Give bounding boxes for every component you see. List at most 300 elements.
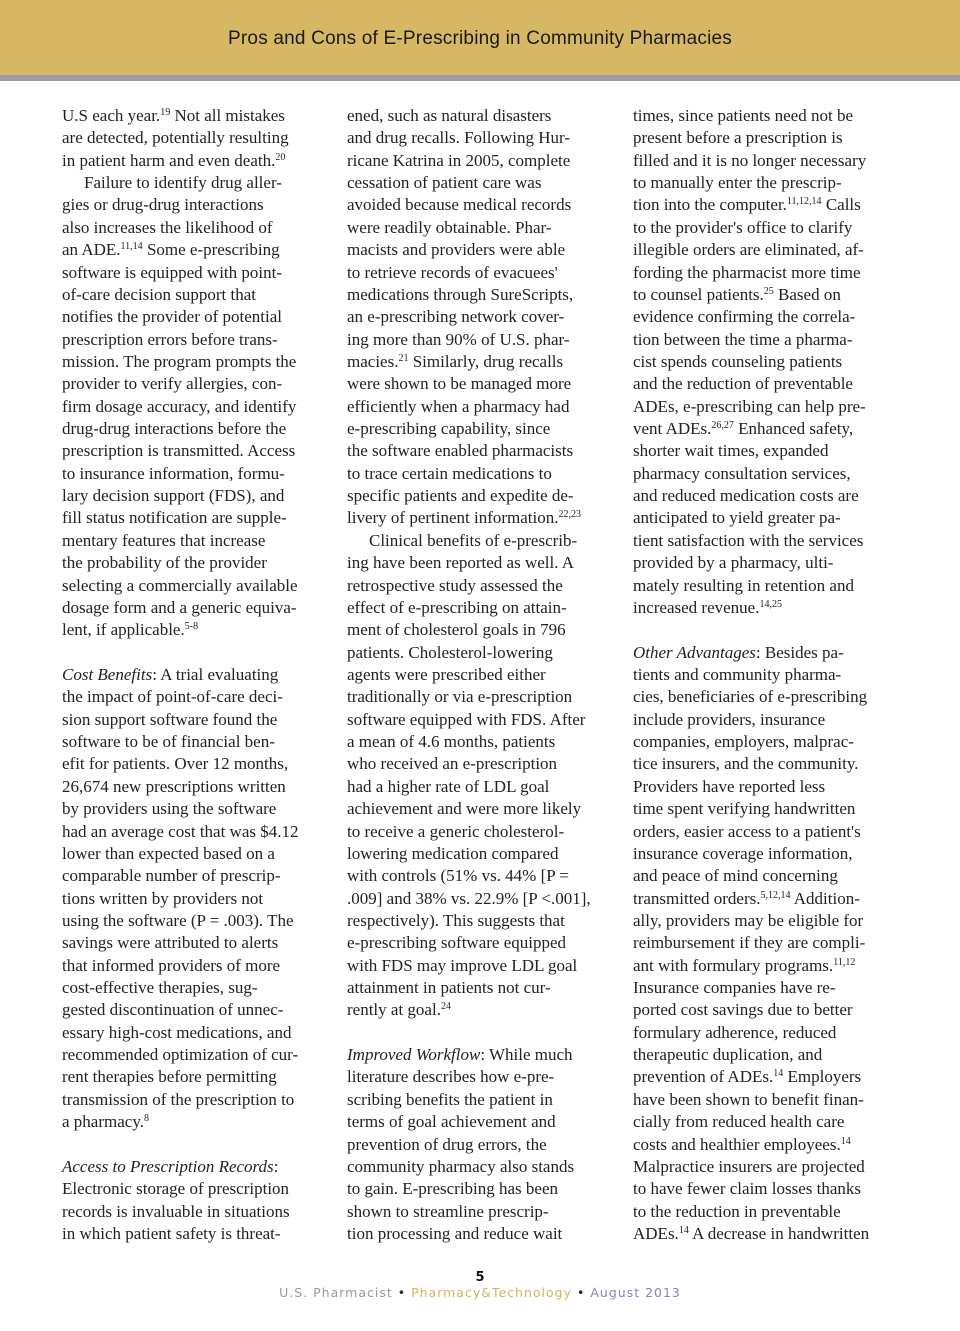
text-line xyxy=(62,798,332,820)
text-run: the impact of point-of-care deci- xyxy=(62,687,283,707)
header-divider xyxy=(0,75,960,81)
text-line xyxy=(62,217,332,239)
text-run: ing have been reported as well. A xyxy=(347,553,575,573)
text-run: agents were prescribed either xyxy=(347,664,546,684)
text-line xyxy=(62,1044,332,1066)
text-line xyxy=(347,105,617,127)
reference-superscript: 14,25 xyxy=(759,598,782,610)
text-run: and the reduction of preventable xyxy=(633,374,853,394)
text-run: had a higher rate of LDL goal xyxy=(347,776,550,796)
text-line xyxy=(62,753,332,775)
text-line xyxy=(62,418,332,440)
text-run: cost-effective therapies, sug- xyxy=(62,978,258,998)
text-line xyxy=(347,373,617,395)
text-line xyxy=(633,418,903,440)
text-run: tient satisfaction with the services xyxy=(633,530,864,550)
reference-superscript: 14 xyxy=(678,1224,689,1236)
text-line xyxy=(633,686,903,708)
text-run: medications through SureScripts, xyxy=(347,284,574,304)
text-run: tion between the time a pharma- xyxy=(633,329,853,349)
text-line xyxy=(347,150,617,172)
reference-superscript: 11,12,14 xyxy=(786,196,822,208)
text-run: Addition- xyxy=(790,888,860,908)
text-line xyxy=(633,463,903,485)
text-run: ened, such as natural disasters xyxy=(347,106,552,125)
text-run: efficiently when a pharmacy had xyxy=(347,396,570,416)
text-line xyxy=(633,306,903,328)
reference-superscript: 11,14 xyxy=(120,241,143,253)
text-line xyxy=(347,776,617,798)
text-run: shorter wait times, expanded xyxy=(633,441,829,461)
text-line xyxy=(62,686,332,708)
text-line xyxy=(347,463,617,485)
text-line xyxy=(633,910,903,932)
text-run: companies, employers, malprac- xyxy=(633,732,854,752)
text-line xyxy=(633,217,903,239)
reference-superscript: 5,12,14 xyxy=(760,889,791,901)
text-line xyxy=(347,932,617,954)
text-run: fording the pharmacist more time xyxy=(633,262,861,282)
text-line xyxy=(633,239,903,261)
text-run: e-prescribing software equipped xyxy=(347,933,567,953)
text-run: cies, beneficiaries of e-prescribing xyxy=(633,687,868,707)
text-run: avoided because medical records xyxy=(347,195,572,215)
text-run: prevention of ADEs. xyxy=(633,1067,774,1087)
text-run: tions written by providers not xyxy=(62,888,264,908)
text-line xyxy=(633,843,903,865)
text-line xyxy=(62,843,332,865)
text-run: to counsel patients. xyxy=(633,284,764,304)
text-run: mentary features that increase xyxy=(62,530,266,550)
text-run: software to be of financial ben- xyxy=(62,732,275,752)
text-run: have been shown to benefit finan- xyxy=(633,1089,864,1109)
text-run: and peace of mind concerning xyxy=(633,866,838,886)
text-line xyxy=(633,619,903,641)
text-run: livery of pertinent information. xyxy=(347,508,559,528)
text-line xyxy=(633,440,903,462)
text-run: to retrieve records of evacuees' xyxy=(347,262,558,282)
text-run: efit for patients. Over 12 months, xyxy=(62,754,289,774)
text-line xyxy=(633,1134,903,1156)
text-run: anticipated to yield greater pa- xyxy=(633,508,841,528)
text-line xyxy=(633,642,903,664)
text-run: records is invaluable in situations xyxy=(62,1201,290,1221)
text-run: lowering medication compared xyxy=(347,843,559,863)
text-line xyxy=(62,530,332,552)
text-line xyxy=(633,1178,903,1200)
text-run: cist spends counseling patients xyxy=(633,351,843,371)
text-line xyxy=(347,731,617,753)
text-line xyxy=(633,1044,903,1066)
text-run: comparable number of prescrip- xyxy=(62,866,281,886)
text-run: essary high-cost medications, and xyxy=(62,1022,292,1042)
text-column-1 xyxy=(62,105,332,1245)
reference-superscript: 11,12 xyxy=(833,956,856,968)
text-run: in which patient safety is threat- xyxy=(62,1223,281,1243)
text-line xyxy=(633,753,903,775)
text-run: in patient harm and even death. xyxy=(62,150,276,170)
text-line xyxy=(633,1111,903,1133)
text-run: savings were attributed to alerts xyxy=(62,933,279,953)
text-line xyxy=(62,1134,332,1156)
section-heading: Access to Prescription Records xyxy=(62,1156,274,1176)
page-title: Pros and Cons of E-Prescribing in Community Pharmacies xyxy=(228,28,732,49)
footer-separator: • xyxy=(577,1285,586,1300)
text-run: e-prescribing capability, since xyxy=(347,419,551,439)
text-run: cially from reduced health care xyxy=(633,1112,845,1132)
text-run: Insurance companies have re- xyxy=(633,978,836,998)
text-run: : While much xyxy=(480,1045,573,1065)
text-line xyxy=(347,1156,617,1178)
text-run: ADEs, e-prescribing can help pre- xyxy=(633,396,866,416)
text-run: recommended optimization of cur- xyxy=(62,1045,299,1065)
text-run: formulary adherence, reduced xyxy=(633,1022,837,1042)
text-run: tice insurers, and the community. xyxy=(633,754,859,774)
text-run: by providers using the software xyxy=(62,799,277,819)
text-line xyxy=(347,329,617,351)
text-line xyxy=(633,530,903,552)
text-run: with controls (51% vs. 44% [P = xyxy=(347,866,569,886)
text-line xyxy=(633,575,903,597)
text-line xyxy=(347,642,617,664)
text-line xyxy=(62,1089,332,1111)
text-run: the probability of the provider xyxy=(62,553,267,573)
text-line xyxy=(347,1044,617,1066)
text-run: tion into the computer. xyxy=(633,195,787,215)
text-run: lower than expected based on a xyxy=(62,843,275,863)
text-run: and reduced medication costs are xyxy=(633,486,859,506)
text-line xyxy=(633,776,903,798)
text-run: ally, providers may be eligible for xyxy=(633,910,864,930)
text-line xyxy=(62,150,332,172)
text-run: notifies the provider of potential xyxy=(62,307,282,327)
reference-superscript: 26,27 xyxy=(711,420,734,432)
text-run: to trace certain medications to xyxy=(347,463,552,483)
text-run: Malpractice insurers are projected xyxy=(633,1156,865,1176)
text-column-3 xyxy=(633,105,903,1245)
text-line xyxy=(62,731,332,753)
text-run: fill status notification are supple- xyxy=(62,508,287,528)
text-line xyxy=(62,127,332,149)
text-run: lent, if applicable. xyxy=(62,620,185,640)
text-run: were shown to be managed more xyxy=(347,374,572,394)
text-line xyxy=(62,955,332,977)
text-run: 26,674 new prescriptions written xyxy=(62,776,286,796)
text-run: Calls xyxy=(821,195,861,215)
text-run: times, since patients need not be xyxy=(633,106,853,125)
text-line xyxy=(62,105,332,127)
reference-superscript: 5-8 xyxy=(184,621,199,633)
text-line xyxy=(633,709,903,731)
text-run: provided by a pharmacy, ulti- xyxy=(633,553,834,573)
text-line xyxy=(347,619,617,641)
text-run: retrospective study assessed the xyxy=(347,575,563,595)
text-run: tion processing and reduce wait xyxy=(347,1223,563,1243)
text-run: gested discontinuation of unnec- xyxy=(62,1000,284,1020)
text-run: A decrease in handwritten xyxy=(688,1223,870,1243)
text-run: ing more than 90% of U.S. phar- xyxy=(347,329,570,349)
text-line xyxy=(62,329,332,351)
text-run: specific patients and expedite de- xyxy=(347,486,574,506)
text-run: respectively). This suggests that xyxy=(347,910,565,930)
text-line xyxy=(633,172,903,194)
text-line xyxy=(633,1156,903,1178)
text-run: transmitted orders. xyxy=(633,888,761,908)
text-line xyxy=(347,440,617,462)
text-line xyxy=(347,507,617,529)
text-line xyxy=(347,351,617,373)
text-line xyxy=(62,373,332,395)
text-run: U.S each year. xyxy=(62,106,161,125)
text-run: time spent verifying handwritten xyxy=(633,799,856,819)
text-line xyxy=(633,932,903,954)
text-run: .009] and 38% vs. 22.9% [P <.001], xyxy=(347,888,591,908)
text-line xyxy=(347,530,617,552)
reference-superscript: 24 xyxy=(440,1001,451,1013)
section-heading: Cost Benefits xyxy=(62,664,153,684)
text-run: an e-prescribing network cover- xyxy=(347,307,565,327)
text-line xyxy=(347,284,617,306)
text-line xyxy=(633,1022,903,1044)
text-run: orders, easier access to a patient's xyxy=(633,821,861,841)
footer-section: Pharmacy&Technology xyxy=(411,1285,573,1300)
text-line xyxy=(633,664,903,686)
text-run: dosage form and a generic equiva- xyxy=(62,597,297,617)
text-run: Enhanced safety, xyxy=(733,419,854,439)
text-line xyxy=(62,597,332,619)
text-run: : A trial evaluating xyxy=(152,664,279,684)
reference-superscript: 21 xyxy=(398,352,409,364)
text-run: a mean of 4.6 months, patients xyxy=(347,732,556,752)
text-line xyxy=(347,1066,617,1088)
text-line xyxy=(633,597,903,619)
text-line xyxy=(347,418,617,440)
text-line xyxy=(62,1156,332,1178)
text-run: ricane Katrina in 2005, complete xyxy=(347,150,571,170)
text-line xyxy=(633,396,903,418)
text-run: to manually enter the prescrip- xyxy=(633,173,842,193)
text-line xyxy=(633,821,903,843)
text-line xyxy=(62,888,332,910)
text-line xyxy=(347,552,617,574)
text-run: sion support software found the xyxy=(62,709,278,729)
text-run: Based on xyxy=(773,284,841,304)
text-run: mission. The program prompts the xyxy=(62,351,297,371)
page-number: 5 xyxy=(475,1270,485,1285)
text-run: who received an e-prescription xyxy=(347,754,558,774)
text-line xyxy=(62,262,332,284)
text-run: macies. xyxy=(347,351,399,371)
reference-superscript: 25 xyxy=(763,285,774,297)
text-run: with FDS may improve LDL goal xyxy=(347,955,578,975)
text-line xyxy=(633,150,903,172)
text-run: include providers, insurance xyxy=(633,709,826,729)
text-run: to the provider's office to clarify xyxy=(633,217,853,237)
text-run: selecting a commercially available xyxy=(62,575,298,595)
text-line xyxy=(633,798,903,820)
text-line xyxy=(347,396,617,418)
text-run: cessation of patient care was xyxy=(347,173,542,193)
text-run: drug-drug interactions before the xyxy=(62,419,287,439)
text-line xyxy=(62,821,332,843)
text-line xyxy=(633,194,903,216)
footer-date: August 2013 xyxy=(590,1285,681,1300)
text-run: to the reduction in preventable xyxy=(633,1201,841,1221)
text-line xyxy=(347,306,617,328)
reference-superscript: 19 xyxy=(160,107,171,118)
text-line xyxy=(62,1022,332,1044)
text-run: : xyxy=(273,1156,279,1176)
text-line xyxy=(347,1111,617,1133)
text-run: terms of goal achievement and xyxy=(347,1112,556,1132)
text-run: ment of cholesterol goals in 796 xyxy=(347,620,566,640)
text-run: Similarly, drug recalls xyxy=(408,351,564,371)
text-run: therapeutic duplication, and xyxy=(633,1045,823,1065)
text-line xyxy=(633,1223,903,1245)
text-line xyxy=(62,1066,332,1088)
text-line xyxy=(347,977,617,999)
text-line xyxy=(633,507,903,529)
section-heading: Improved Workflow xyxy=(347,1045,481,1065)
reference-superscript: 8 xyxy=(143,1113,149,1125)
text-line xyxy=(62,664,332,686)
text-run: Not all mistakes xyxy=(170,106,285,125)
text-line xyxy=(62,910,332,932)
text-run: transmission of the prescription to xyxy=(62,1089,295,1109)
text-line xyxy=(633,888,903,910)
text-run: achievement and were more likely xyxy=(347,799,582,819)
text-run: the software enabled pharmacists xyxy=(347,441,574,461)
text-line xyxy=(62,575,332,597)
text-line xyxy=(347,597,617,619)
text-line xyxy=(633,373,903,395)
text-line xyxy=(62,619,332,641)
text-line xyxy=(633,552,903,574)
text-run: attainment in patients not cur- xyxy=(347,978,551,998)
text-run: using the software (P = .003). The xyxy=(62,910,294,930)
text-run: reimbursement if they are compli- xyxy=(633,933,866,953)
text-line xyxy=(62,463,332,485)
text-run: ported cost savings due to better xyxy=(633,1000,853,1020)
text-run: had an average cost that was $4.12 xyxy=(62,821,299,841)
text-line xyxy=(62,485,332,507)
text-line xyxy=(62,977,332,999)
text-line xyxy=(347,999,617,1021)
text-run: to receive a generic cholesterol- xyxy=(347,821,565,841)
text-line xyxy=(62,306,332,328)
text-run: shown to streamline prescrip- xyxy=(347,1201,549,1221)
text-line xyxy=(62,172,332,194)
text-line xyxy=(347,485,617,507)
footer-publication: U.S. Pharmacist xyxy=(279,1285,393,1300)
text-run: a pharmacy. xyxy=(62,1112,144,1132)
text-run: Clinical benefits of e-prescrib- xyxy=(369,530,578,550)
text-line xyxy=(347,888,617,910)
text-line xyxy=(62,1111,332,1133)
text-run: Failure to identify drug aller- xyxy=(84,173,282,193)
text-run: are detected, potentially resulting xyxy=(62,128,289,148)
text-line xyxy=(633,351,903,373)
text-run: software equipped with FDS. After xyxy=(347,709,586,729)
text-run: present before a prescription is xyxy=(633,128,843,148)
text-run: to insurance information, formu- xyxy=(62,463,285,483)
text-run: lary decision support (FDS), and xyxy=(62,486,285,506)
reference-superscript: 22,23 xyxy=(558,509,581,521)
text-line xyxy=(633,329,903,351)
text-run: patients. Cholesterol-lowering xyxy=(347,642,553,662)
text-run: that informed providers of more xyxy=(62,955,281,975)
reference-superscript: 20 xyxy=(275,151,286,163)
text-line xyxy=(633,127,903,149)
text-run: Employers xyxy=(783,1067,862,1087)
text-line xyxy=(62,999,332,1021)
text-run: community pharmacy also stands xyxy=(347,1156,575,1176)
text-run: evidence confirming the correla- xyxy=(633,307,856,327)
text-run: rent therapies before permitting xyxy=(62,1067,277,1087)
text-line xyxy=(347,865,617,887)
text-run: effect of e-prescribing on attain- xyxy=(347,597,567,617)
text-line xyxy=(633,284,903,306)
text-run: : Besides pa- xyxy=(755,642,844,662)
text-line xyxy=(633,955,903,977)
text-run: gies or drug-drug interactions xyxy=(62,195,264,215)
text-run: macists and providers were able xyxy=(347,240,566,260)
text-run: traditionally or via e-prescription xyxy=(347,687,573,707)
reference-superscript: 14 xyxy=(773,1068,784,1080)
text-run: Electronic storage of prescription xyxy=(62,1179,290,1199)
text-line xyxy=(633,262,903,284)
text-line xyxy=(347,262,617,284)
text-line xyxy=(347,753,617,775)
text-line xyxy=(62,284,332,306)
text-line xyxy=(633,865,903,887)
text-line xyxy=(62,396,332,418)
text-line xyxy=(633,731,903,753)
text-run: increased revenue. xyxy=(633,597,760,617)
text-line xyxy=(633,1089,903,1111)
text-run: pharmacy consultation services, xyxy=(633,463,851,483)
text-line xyxy=(62,1178,332,1200)
text-run: illegible orders are eliminated, af- xyxy=(633,240,864,260)
reference-superscript: 14 xyxy=(840,1135,851,1147)
text-line xyxy=(62,1223,332,1245)
text-run: costs and healthier employees. xyxy=(633,1134,841,1154)
text-run: tients and community pharma- xyxy=(633,664,842,684)
text-line xyxy=(62,642,332,664)
text-line xyxy=(62,440,332,462)
text-line xyxy=(347,127,617,149)
text-line xyxy=(347,1223,617,1245)
text-line xyxy=(347,821,617,843)
text-line xyxy=(633,105,903,127)
text-line xyxy=(347,217,617,239)
footer-separator: • xyxy=(397,1285,407,1300)
text-line xyxy=(633,999,903,1021)
text-run: scribing benefits the patient in xyxy=(347,1089,553,1109)
text-run: prescription is transmitted. Access xyxy=(62,441,296,461)
section-heading: Other Advantages xyxy=(633,642,756,662)
text-run: mately resulting in retention and xyxy=(633,575,854,595)
text-line xyxy=(62,1201,332,1223)
text-run: ADEs. xyxy=(633,1223,679,1243)
text-run: of-care decision support that xyxy=(62,284,257,304)
text-line xyxy=(347,709,617,731)
text-column-2 xyxy=(347,105,617,1245)
text-line xyxy=(633,1201,903,1223)
text-run: prevention of drug errors, the xyxy=(347,1134,547,1154)
text-line xyxy=(62,932,332,954)
text-run: rently at goal. xyxy=(347,1000,441,1020)
